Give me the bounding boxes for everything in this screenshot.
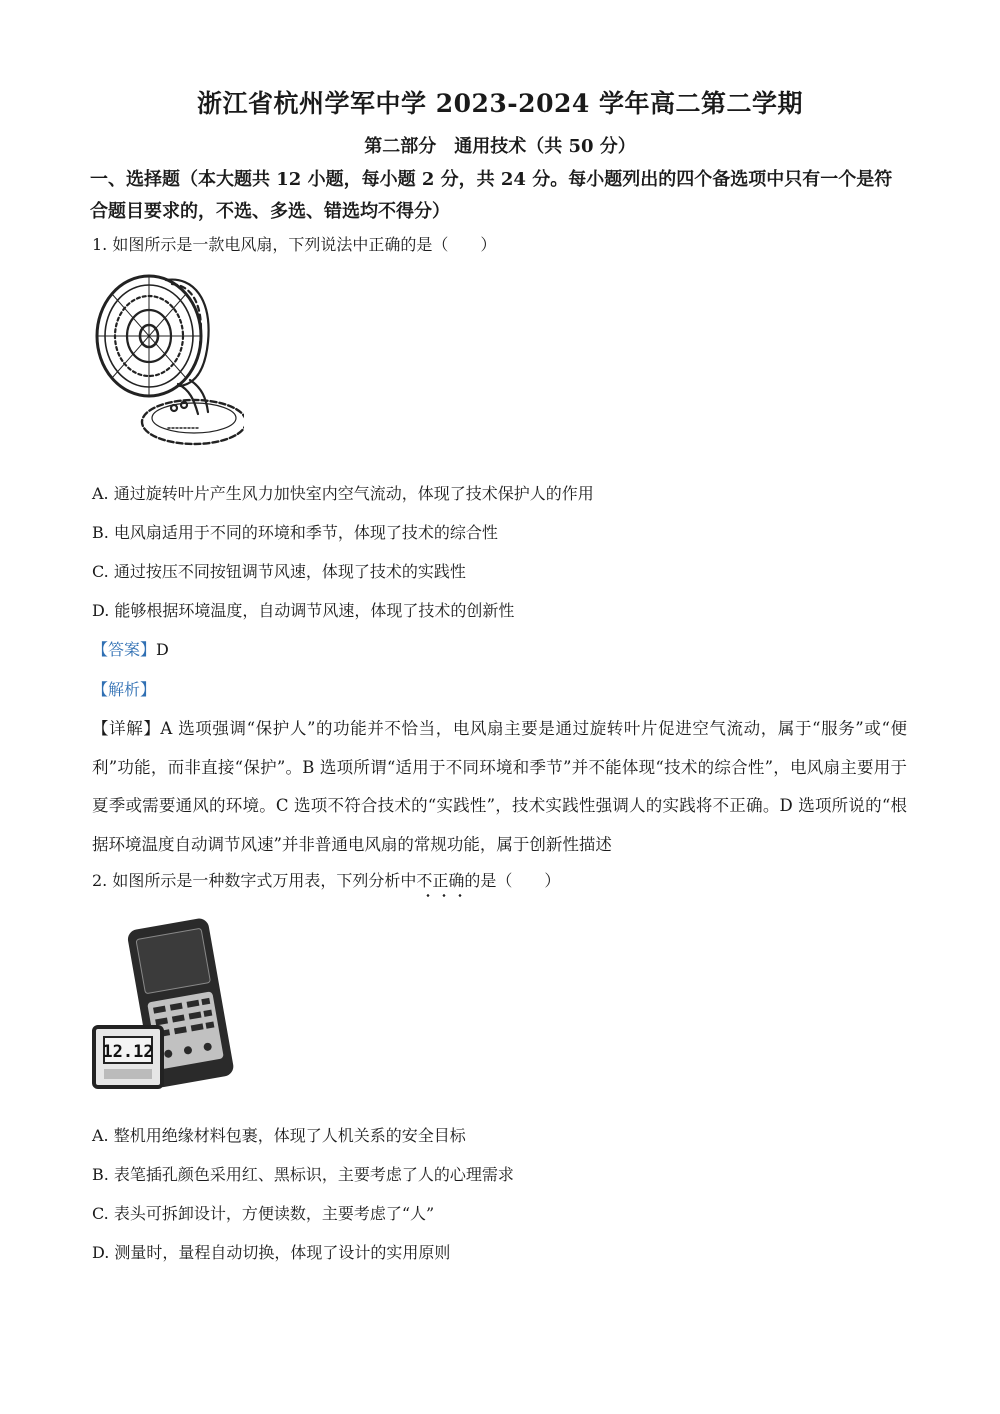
q1-analysis-tag xyxy=(92,677,156,700)
section-heading: 一、选择题（本大题共 12 小题，每小题 2 分，共 24 分。每小题列出的四个备选项中只有一个是符合题目要求的，不选、多选、错选均不得分） xyxy=(90,169,893,222)
detail-tag: 【详解】 xyxy=(92,719,161,738)
q2-option-d: D. 测量时，量程自动切换，体现了设计的实用原则 xyxy=(92,1243,451,1262)
answer-tag: 【答案】 xyxy=(92,640,157,659)
q2-stem-before: 2. 如图所示是一种数字式万用表，下列分析中 xyxy=(92,871,417,890)
exam-title: 浙江省杭州学军中学 2023-2024 学年高二第二学期 xyxy=(197,89,803,118)
q2-option-a: A. 整机用绝缘材料包裹，体现了人机关系的安全目标 xyxy=(92,1126,466,1145)
q1-detail-paragraph xyxy=(92,710,907,864)
exam-subtitle: 第二部分 通用技术（共 50 分） xyxy=(364,136,636,157)
q1-option-c: C. 通过按压不同按钮调节风速，体现了技术的实践性 xyxy=(92,562,466,581)
analysis-tag: 【解析】 xyxy=(92,680,157,699)
q2-option-b: B. 表笔插孔颜色采用红、黑标识，主要考虑了人的心理需求 xyxy=(92,1165,514,1184)
answer-value: D xyxy=(156,640,169,659)
q2-option-c: C. 表头可拆卸设计，方便读数，主要考虑了“人” xyxy=(92,1204,435,1223)
q2-stem xyxy=(92,868,560,891)
electric-fan-illustration xyxy=(94,272,244,457)
q1-option-d: D. 能够根据环境温度，自动调节风速，体现了技术的创新性 xyxy=(92,601,515,620)
q2-stem-after: 的是（ ） xyxy=(464,871,561,890)
q1-stem: 1. 如图所示是一款电风扇，下列说法中正确的是（ ） xyxy=(92,235,497,254)
q1-option-b: B. 电风扇适用于不同的环境和季节，体现了技术的综合性 xyxy=(92,523,498,542)
detail-text: A 选项强调“保护人”的功能并不恰当，电风扇主要是通过旋转叶片促进空气流动，属于“服务”或“便利”功能，而非直接“保护”。B 选项所谓“适用于不同环境和季节”并不能体现“技术的综合性”，电风扇主要用于夏季或需要通风的环境。C 选项不符合技术的“实践性”，技术实践性强调人的实践将不正确。D 选项所说的“根据环境温度自动调节风速”并非普通电风扇的常规功能，属于创新性描述 xyxy=(92,719,907,854)
q1-answer-line xyxy=(92,637,169,660)
q2-stem-emphasis: 不正确 xyxy=(416,871,465,890)
q1-option-a: A. 通过旋转叶片产生风力加快室内空气流动，体现了技术保护人的作用 xyxy=(92,484,594,503)
multimeter-display-reading: 12.12 xyxy=(102,1042,154,1062)
digital-multimeter-illustration xyxy=(90,915,240,1095)
